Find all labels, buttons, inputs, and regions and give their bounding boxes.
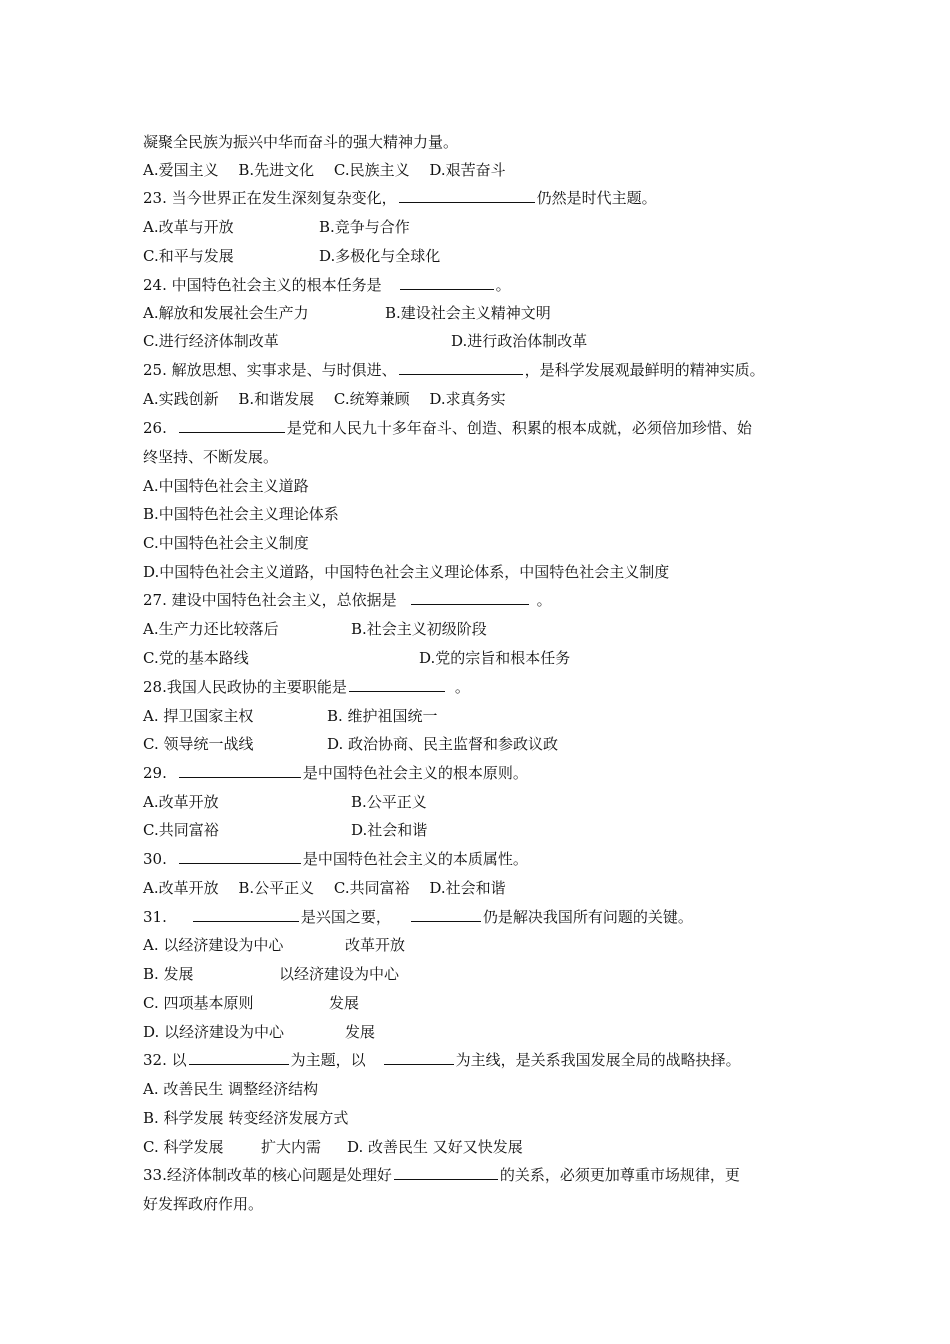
question-text: ，是科学发展观最鲜明的精神实质。 bbox=[524, 361, 765, 379]
option: D. 政治协商、民主监督和参政议政 bbox=[327, 735, 559, 753]
option: D.社会和谐 bbox=[351, 821, 428, 839]
option: B. 维护祖国统一 bbox=[327, 707, 438, 725]
question-number: 29. bbox=[143, 764, 167, 782]
text-line bbox=[143, 447, 278, 467]
answer-blank bbox=[384, 1050, 454, 1065]
option: B. 发展 bbox=[143, 965, 194, 983]
question-text: 好发挥政府作用。 bbox=[143, 1195, 264, 1213]
answer-blank bbox=[179, 418, 285, 433]
question-25 bbox=[143, 360, 765, 380]
question-number: 31. bbox=[143, 908, 167, 926]
options: A.爱国主义 B.先进文化 C.民族主义 D.艰苦奋斗 bbox=[143, 161, 506, 179]
option: C.和平与发展 bbox=[143, 247, 234, 265]
options-line bbox=[143, 389, 506, 409]
option: C.中国特色社会主义制度 bbox=[143, 534, 309, 552]
answer-blank bbox=[349, 677, 445, 692]
question-28 bbox=[143, 677, 470, 697]
question-text: 的关系，必须更加尊重市场规律，更 bbox=[499, 1166, 740, 1184]
option: B.公平正义 bbox=[351, 793, 427, 811]
option-line bbox=[143, 476, 309, 496]
option: A. 改善民生 调整经济结构 bbox=[143, 1080, 319, 1098]
option: B. 科学发展 转变经济发展方式 bbox=[143, 1109, 349, 1127]
question-text: 28.我国人民政协的主要职能是 bbox=[143, 678, 347, 696]
answer-blank bbox=[411, 907, 481, 922]
answer-blank bbox=[394, 1165, 498, 1180]
option-line bbox=[143, 935, 405, 955]
question-33 bbox=[143, 1165, 740, 1185]
question-23 bbox=[143, 188, 657, 208]
option-line bbox=[143, 964, 399, 984]
answer-blank bbox=[193, 907, 299, 922]
question-text: 仍然是时代主题。 bbox=[536, 189, 657, 207]
option-line bbox=[143, 1108, 348, 1128]
question-31 bbox=[143, 907, 693, 927]
question-text: 仍是解决我国所有问题的关键。 bbox=[482, 908, 693, 926]
option: A. 捍卫国家主权 bbox=[143, 707, 254, 725]
option: C. 科学发展 bbox=[143, 1138, 224, 1156]
option-line bbox=[143, 993, 359, 1013]
options-line bbox=[143, 160, 506, 180]
options-line bbox=[143, 792, 427, 812]
options-line bbox=[143, 706, 438, 726]
option: A.生产力还比较落后 bbox=[143, 620, 279, 638]
option: 扩大内需 bbox=[261, 1138, 322, 1156]
options: A.实践创新 B.和谐发展 C.统筹兼顾 D.求真务实 bbox=[143, 390, 506, 408]
option: A.中国特色社会主义道路 bbox=[143, 477, 309, 495]
option: B.中国特色社会主义理论体系 bbox=[143, 505, 339, 523]
option-line bbox=[143, 504, 339, 524]
option: A.改革开放 bbox=[143, 793, 219, 811]
answer-blank bbox=[400, 275, 494, 290]
text-line bbox=[143, 1194, 263, 1214]
question-30 bbox=[143, 849, 528, 869]
question-text: 33.经济体制改革的核心问题是处理好 bbox=[143, 1166, 392, 1184]
answer-blank bbox=[179, 849, 301, 864]
options-line bbox=[143, 648, 570, 668]
answer-blank bbox=[399, 360, 523, 375]
options-line bbox=[143, 619, 487, 639]
question-text: 终坚持、不断发展。 bbox=[143, 448, 279, 466]
question-text: 32. 以 bbox=[143, 1051, 187, 1069]
option: C. 四项基本原则 bbox=[143, 994, 254, 1012]
question-text: 是中国特色社会主义的根本原则。 bbox=[302, 764, 528, 782]
option: D.中国特色社会主义道路，中国特色社会主义理论体系，中国特色社会主义制度 bbox=[143, 563, 670, 581]
options-line bbox=[143, 878, 506, 898]
option-line bbox=[143, 562, 669, 582]
option: C.共同富裕 bbox=[143, 821, 219, 839]
option: D.党的宗旨和根本任务 bbox=[419, 649, 571, 667]
options: A.改革开放 B.公平正义 C.共同富裕 D.社会和谐 bbox=[143, 879, 506, 897]
option: C.党的基本路线 bbox=[143, 649, 249, 667]
option: A.解放和发展社会生产力 bbox=[143, 304, 309, 322]
question-29 bbox=[143, 763, 528, 783]
option: 发展 bbox=[345, 1023, 376, 1041]
option: C.进行经济体制改革 bbox=[143, 332, 279, 350]
option: D. 以经济建设为中心 bbox=[143, 1023, 285, 1041]
option: D.多极化与全球化 bbox=[319, 247, 441, 265]
option: A.改革与开放 bbox=[143, 218, 234, 236]
option: A. 以经济建设为中心 bbox=[143, 936, 284, 954]
options-line bbox=[143, 331, 587, 351]
question-27 bbox=[143, 590, 552, 610]
question-text: 23. 当今世界正在发生深刻复杂变化， bbox=[143, 189, 397, 207]
question-text: 为主题，以 bbox=[290, 1051, 366, 1069]
options-line bbox=[143, 734, 558, 754]
question-text: 为主线，是关系我国发展全局的战略抉择。 bbox=[455, 1051, 741, 1069]
text: 凝聚全民族为振兴中华而奋斗的强大精神力量。 bbox=[143, 133, 459, 151]
question-26 bbox=[143, 418, 752, 438]
option: 改革开放 bbox=[345, 936, 406, 954]
option-line bbox=[143, 1079, 318, 1099]
answer-blank bbox=[411, 590, 529, 605]
answer-blank bbox=[399, 188, 535, 203]
question-number: 26. bbox=[143, 419, 167, 437]
option: D. 改善民生 又好又快发展 bbox=[347, 1138, 523, 1156]
question-text: 27. 建设中国特色社会主义，总依据是 bbox=[143, 591, 397, 609]
question-text: 是兴国之要， bbox=[300, 908, 391, 926]
answer-blank bbox=[179, 763, 301, 778]
option-line bbox=[143, 1137, 523, 1157]
answer-blank bbox=[189, 1050, 289, 1065]
options-line bbox=[143, 820, 427, 840]
option: B.竞争与合作 bbox=[319, 218, 410, 236]
options-line bbox=[143, 303, 551, 323]
question-text: 是党和人民九十多年奋斗、创造、积累的根本成就，必须倍加珍惜、始 bbox=[286, 419, 752, 437]
option: C. 领导统一战线 bbox=[143, 735, 254, 753]
question-text: 。 bbox=[454, 678, 470, 696]
option: B.建设社会主义精神文明 bbox=[385, 304, 551, 322]
option: 以经济建设为中心 bbox=[279, 965, 400, 983]
option: 发展 bbox=[329, 994, 360, 1012]
question-32 bbox=[143, 1050, 741, 1070]
question-text: 。 bbox=[536, 591, 552, 609]
option: D.进行政治体制改革 bbox=[451, 332, 588, 350]
options-line bbox=[143, 246, 440, 266]
question-text: 25. 解放思想、实事求是、与时俱进、 bbox=[143, 361, 397, 379]
option-line bbox=[143, 533, 309, 553]
option: B.社会主义初级阶段 bbox=[351, 620, 487, 638]
question-text: 24. 中国特色社会主义的根本任务是 bbox=[143, 276, 382, 294]
text-line bbox=[143, 132, 458, 152]
question-24 bbox=[143, 275, 511, 295]
option-line bbox=[143, 1022, 375, 1042]
question-number: 30. bbox=[143, 850, 167, 868]
options-line bbox=[143, 217, 410, 237]
question-text: 是中国特色社会主义的本质属性。 bbox=[302, 850, 528, 868]
question-text: 。 bbox=[495, 276, 511, 294]
